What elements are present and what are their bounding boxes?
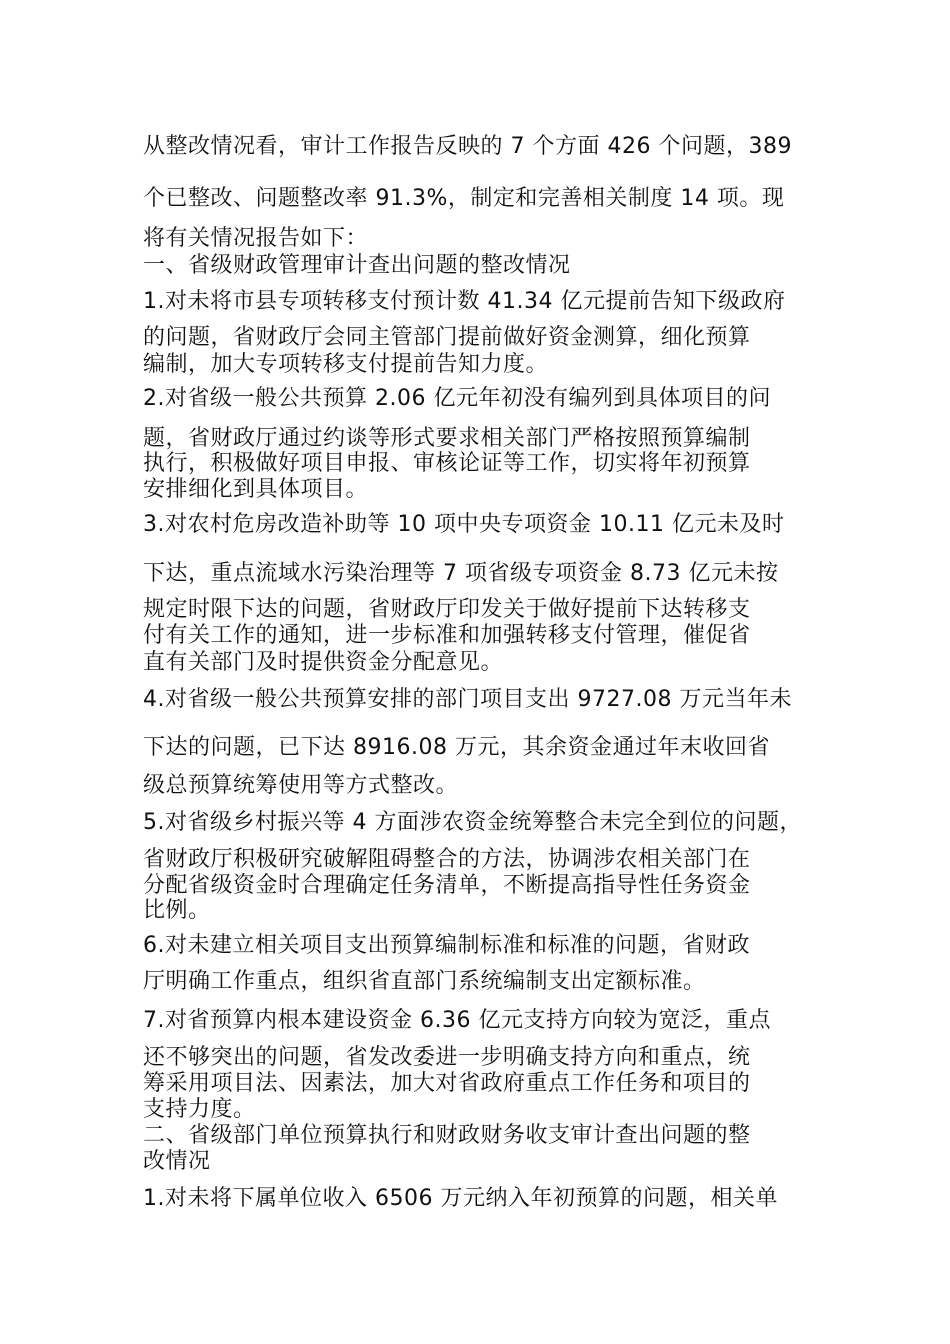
text-line: 的问题，省财政厅会同主管部门提前做好资金测算，细化预算 [143,325,751,350]
text-line: 筹采用项目法、因素法，加大对省政府重点工作任务和项目的 [143,1071,751,1096]
text-line: 厅明确工作重点，组织省直部门系统编制支出定额标准。 [143,969,706,994]
section-heading: 一、省级财政管理审计查出问题的整改情况 [143,253,571,278]
text-line: 个已整改、问题整改率 91.3%，制定和完善相关制度 14 项。现 [143,186,785,211]
text-line: 6.对未建立相关项目支出预算编制标准和标准的问题，省财政 [143,933,750,958]
text-line: 安排细化到具体项目。 [143,477,369,502]
text-line: 省财政厅积极研究破解阻碍整合的方法，协调涉农相关部门在 [143,847,751,872]
text-line: 级总预算统筹使用等方式整改。 [143,773,459,798]
text-line: 将有关情况报告如下： [143,226,369,251]
text-line: 7.对省预算内根本建设资金 6.36 亿元支持方向较为宽泛，重点 [143,1008,771,1033]
text-line: 规定时限下达的问题，省财政厅印发关于做好提前下达转移支 [143,597,751,622]
text-line: 支持力度。 [143,1097,256,1122]
text-line: 还不够突出的问题，省发改委进一步明确支持方向和重点，统 [143,1045,751,1070]
text-line: 题，省财政厅通过约谈等形式要求相关部门严格按照预算编制 [143,426,751,451]
text-line: 比例。 [143,898,211,923]
text-line: 3.对农村危房改造补助等 10 项中央专项资金 10.11 亿元未及时 [143,512,785,537]
text-line: 直有关部门及时提供资金分配意见。 [143,650,504,675]
text-line: 分配省级资金时合理确定任务清单，不断提高指导性任务资金 [143,873,751,898]
text-line: 改情况 [143,1149,211,1174]
text-line: 1.对未将市县专项转移支付预计数 41.34 亿元提前告知下级政府 [143,289,786,314]
text-line: 执行，积极做好项目申报、审核论证等工作，切实将年初预算 [143,451,751,476]
text-line: 下达，重点流域水污染治理等 7 项省级专项资金 8.73 亿元未按 [143,561,779,586]
text-line: 1.对未将下属单位收入 6506 万元纳入年初预算的问题，相关单 [143,1186,778,1211]
text-line: 4.对省级一般公共预算安排的部门项目支出 9727.08 万元当年未 [143,687,792,712]
text-line: 从整改情况看，审计工作报告反映的 7 个方面 426 个问题，389 [143,134,792,159]
text-line: 下达的问题，已下达 8916.08 万元，其余资金通过年末收回省 [143,735,770,760]
text-line: 付有关工作的通知，进一步标准和加强转移支付管理，催促省 [143,623,751,648]
text-line: 编制，加大专项转移支付提前告知力度。 [143,352,549,377]
section-heading: 二、省级部门单位预算执行和财政财务收支审计查出问题的整 [143,1123,751,1148]
text-line: 5.对省级乡村振兴等 4 方面涉农资金统筹整合未完全到位的问题， [143,810,802,835]
text-line: 2.对省级一般公共预算 2.06 亿元年初没有编列到具体项目的问 [143,386,771,411]
